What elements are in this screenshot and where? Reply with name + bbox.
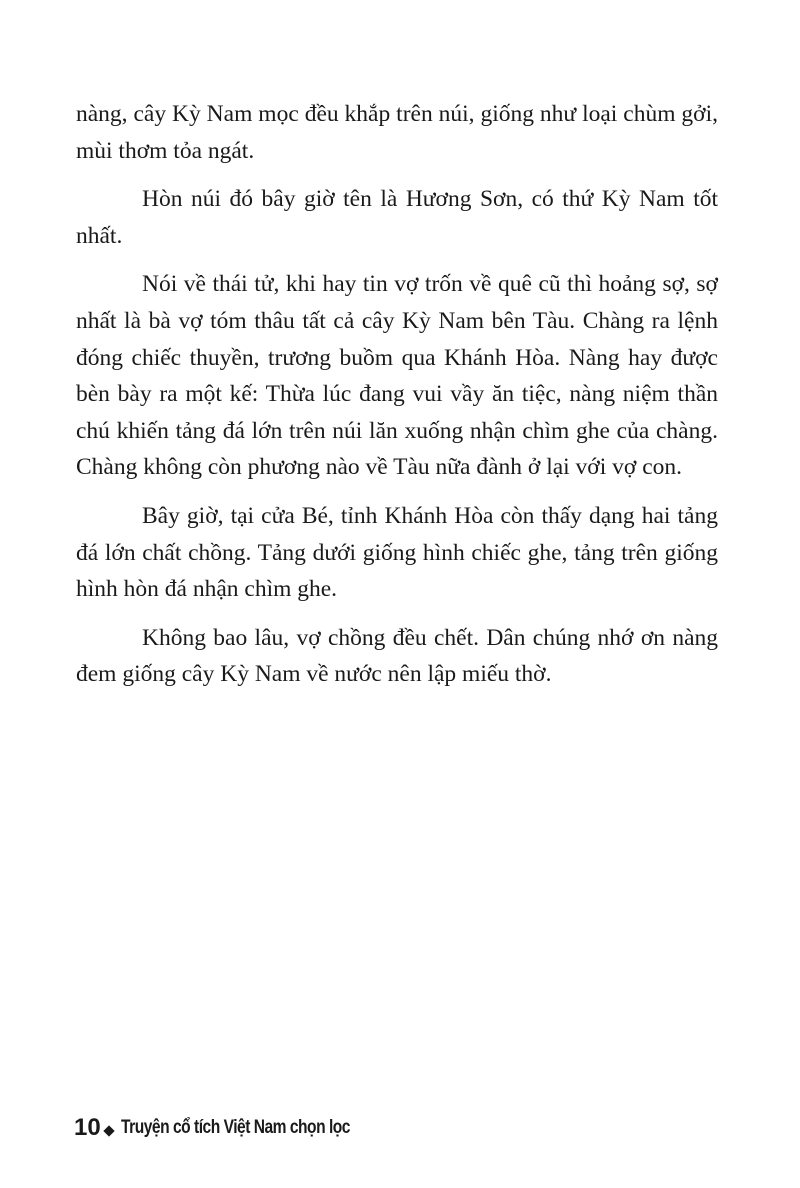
paragraph: Bây giờ, tại cửa Bé, tỉnh Khánh Hòa còn thấy dạng hai tảng đá lớn chất chồng. Tảng dưới giống hình chiếc ghe, tảng trên giống hình hòn đá nhận chìm ghe. [76,502,718,603]
book-title: Truyện cổ tích Việt Nam chọn lọc [120,1117,350,1138]
page-footer [74,1112,400,1144]
story-text [76,96,718,705]
paragraph: Hòn núi đó bây giờ tên là Hương Sơn, có thứ Kỳ Nam tốt nhất. [76,186,718,249]
diamond-bullet-icon [103,1125,114,1136]
page-number: 10 [74,1114,101,1141]
paragraph: Nói về thái tử, khi hay tin vợ trốn về quê cũ thì hoảng sợ, sợ nhất là bà vợ tóm thâu tất cả cây Kỳ Nam bên Tàu. Chàng ra lệnh đóng chiếc thuyền, trương buồm qua Khánh Hòa. Nàng hay được bèn bày ra một kế: Thừa lúc đang vui vầy ăn tiệc, nàng niệm thần chú khiến tảng đá lớn trên núi lăn xuống nhận chìm ghe của chàng. Chàng không còn phương nào về Tàu nữa đành ở lại với vợ con. [76,271,718,481]
paragraph-continuation: nàng, cây Kỳ Nam mọc đều khắp trên núi, giống như loại chùm gởi, mùi thơm tỏa ngát. [76,101,718,164]
paragraph: Không bao lâu, vợ chồng đều chết. Dân chúng nhớ ơn nàng đem giống cây Kỳ Nam về nước nên lập miếu thờ. [76,624,718,688]
